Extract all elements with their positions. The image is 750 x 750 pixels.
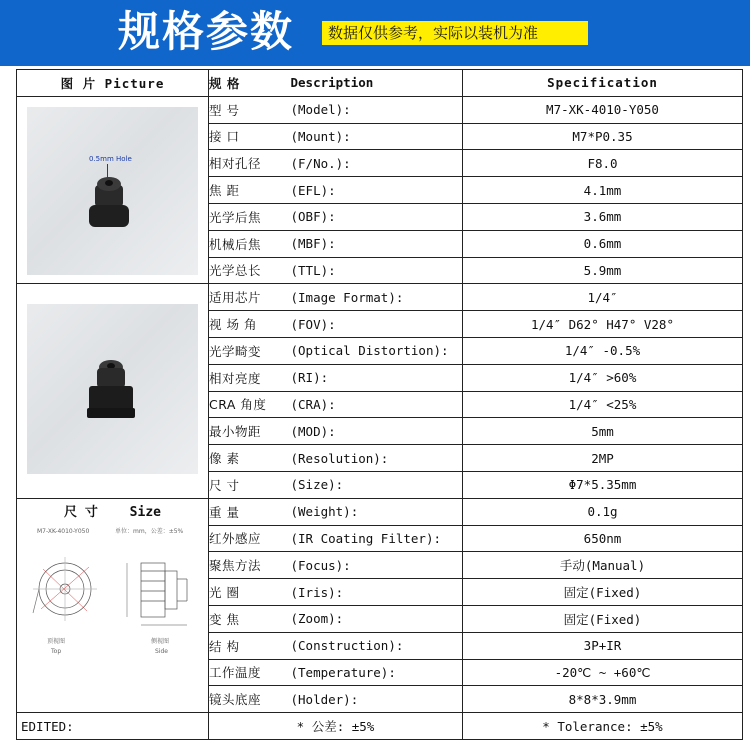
spec-label-cn: 尺 寸: [209, 471, 291, 498]
spec-label-en: (Focus):: [291, 552, 463, 579]
spec-label-cn: 变 焦: [209, 605, 291, 632]
disclaimer-note: 数据仅供参考，实际以装机为准: [322, 21, 588, 45]
spec-label-en: (TTL):: [291, 257, 463, 284]
hole-label: 0.5mm Hole: [89, 154, 132, 163]
spec-label-cn: CRA 角度: [209, 391, 291, 418]
size-title-en: Size: [129, 504, 161, 520]
spec-label-cn: 工作温度: [209, 659, 291, 686]
spec-label-en: (MOD):: [291, 418, 463, 445]
spec-value: -20℃ ~ +60℃: [463, 659, 743, 686]
spec-value: 5mm: [463, 418, 743, 445]
spec-value: Φ7*5.35mm: [463, 471, 743, 498]
spec-row: [17, 96, 743, 123]
size-section-title: [17, 501, 208, 520]
spec-value: 1/4″ <25%: [463, 391, 743, 418]
spec-label-en: (Construction):: [291, 632, 463, 659]
spec-label-cn: 红外感应: [209, 525, 291, 552]
spec-label-en: (OBF):: [291, 203, 463, 230]
spec-value: 650nm: [463, 525, 743, 552]
footer-row: [17, 713, 743, 740]
spec-label-en: (Iris):: [291, 579, 463, 606]
spec-value: 3.6mm: [463, 203, 743, 230]
size-title-cn: 尺 寸: [64, 504, 98, 520]
spec-value: 3P+IR: [463, 632, 743, 659]
page-title: 规格参数: [118, 7, 295, 56]
spec-label-en: (Resolution):: [291, 445, 463, 472]
spec-label-en: (Weight):: [291, 498, 463, 525]
spec-value: 1/4″: [463, 284, 743, 311]
spec-label-en: (RI):: [291, 364, 463, 391]
spec-label-en: (Model):: [291, 96, 463, 123]
picture-cell-front: [17, 96, 209, 284]
spec-label-cn: 接 口: [209, 123, 291, 150]
spec-label-en: (FOV):: [291, 311, 463, 338]
spec-label-en: (Image Format):: [291, 284, 463, 311]
spec-label-en: (EFL):: [291, 177, 463, 204]
spec-row: [17, 284, 743, 311]
spec-label-cn: 焦 距: [209, 177, 291, 204]
spec-label-cn: 适用芯片: [209, 284, 291, 311]
spec-label-cn: 像 素: [209, 445, 291, 472]
spec-label-cn: 相对亮度: [209, 364, 291, 391]
spec-value: 1/4″ -0.5%: [463, 337, 743, 364]
spec-label-cn: 光学总长: [209, 257, 291, 284]
spec-label-en: (IR Coating Filter):: [291, 525, 463, 552]
spec-label-cn: 光学后焦: [209, 203, 291, 230]
dimension-drawing: [23, 521, 203, 671]
spec-label-cn: 重 量: [209, 498, 291, 525]
table-header-row: [17, 70, 743, 97]
picture-cell-holder: [17, 284, 209, 498]
drawing-model: M7-XK-4010-Y050: [37, 527, 90, 535]
side-view-cn: 侧视图: [151, 637, 170, 645]
spec-row: [17, 498, 743, 525]
header-banner: [0, 0, 750, 66]
spec-value: 4.1mm: [463, 177, 743, 204]
spec-label-en: (Size):: [291, 471, 463, 498]
spec-label-en: (Zoom):: [291, 605, 463, 632]
spec-label-cn: 光 圈: [209, 579, 291, 606]
spec-label-cn: 聚焦方法: [209, 552, 291, 579]
spec-value: 固定(Fixed): [463, 579, 743, 606]
hole-pointer: [107, 164, 108, 178]
spec-value: 8*8*3.9mm: [463, 686, 743, 713]
lens-photo-holder: [27, 304, 198, 474]
spec-value: 1/4″ >60%: [463, 364, 743, 391]
header-picture: 图 片 Picture: [17, 70, 209, 97]
spec-label-en: (Temperature):: [291, 659, 463, 686]
lens-holder-icon: [87, 360, 135, 420]
spec-label-cn: 结 构: [209, 632, 291, 659]
spec-label-cn: 镜头底座: [209, 686, 291, 713]
tolerance-en: * Tolerance: ±5%: [463, 713, 743, 740]
spec-label-en: (CRA):: [291, 391, 463, 418]
spec-label-en: (Mount):: [291, 123, 463, 150]
spec-label-en: (Holder):: [291, 686, 463, 713]
side-view: [127, 563, 187, 625]
spec-label-cn: 机械后焦: [209, 230, 291, 257]
picture-cell-size: [17, 498, 209, 712]
spec-label-cn: 视 场 角: [209, 311, 291, 338]
spec-label-en: (MBF):: [291, 230, 463, 257]
top-view-cn: 顶视图: [47, 637, 66, 645]
lens-icon: [89, 177, 129, 229]
lens-photo-front: [27, 107, 198, 275]
side-view-en: Side: [155, 647, 168, 655]
spec-value: 0.6mm: [463, 230, 743, 257]
drawing-unit-note: 单位：mm，公差：±5%: [115, 527, 184, 535]
spec-value: 5.9mm: [463, 257, 743, 284]
spec-value: 1/4″ D62° H47° V28°: [463, 311, 743, 338]
tolerance-cn: * 公差: ±5%: [209, 713, 463, 740]
top-view-en: Top: [51, 647, 62, 655]
edited-label: EDITED:: [17, 713, 209, 740]
spec-label-cn: 光学畸变: [209, 337, 291, 364]
top-view: [33, 557, 97, 621]
spec-value: M7-XK-4010-Y050: [463, 96, 743, 123]
spec-table: [16, 69, 743, 740]
spec-value: F8.0: [463, 150, 743, 177]
spec-label-cn: 相对孔径: [209, 150, 291, 177]
spec-label-en: (Optical Distortion):: [291, 337, 463, 364]
header-description: Description: [291, 70, 463, 97]
header-specification: Specification: [463, 70, 743, 97]
spec-label-en: (F/No.):: [291, 150, 463, 177]
spec-value: 手动(Manual): [463, 552, 743, 579]
spec-label-cn: 型 号: [209, 96, 291, 123]
spec-label-cn: 最小物距: [209, 418, 291, 445]
spec-value: 固定(Fixed): [463, 605, 743, 632]
header-cn: 规 格: [209, 70, 291, 97]
spec-value: 2MP: [463, 445, 743, 472]
spec-value: M7*P0.35: [463, 123, 743, 150]
spec-value: 0.1g: [463, 498, 743, 525]
